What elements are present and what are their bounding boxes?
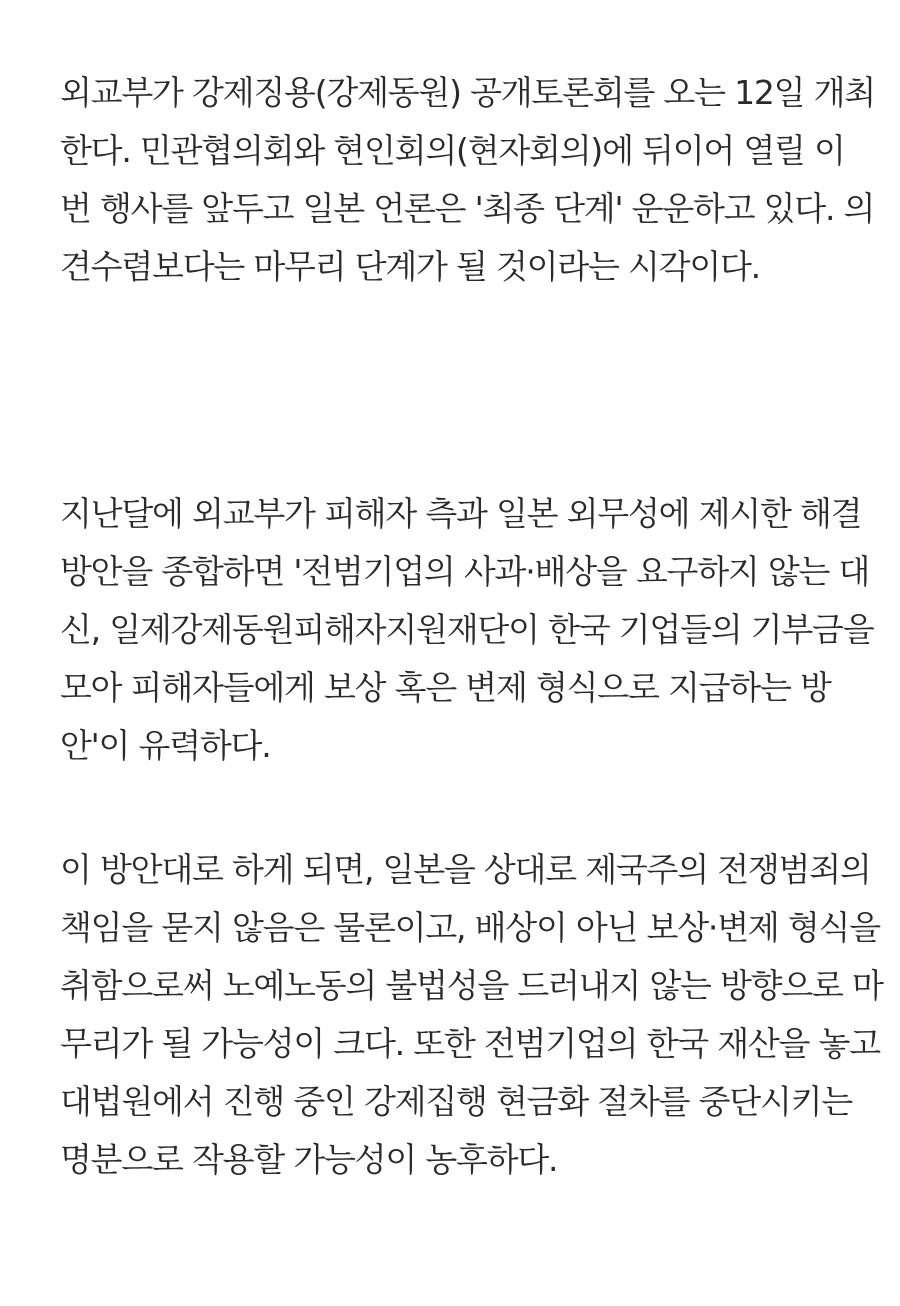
paragraph-line: 무리가 될 가능성이 크다. 또한 전범기업의 한국 재산을 놓고 [60, 1024, 880, 1063]
paragraph-line: 취함으로써 노예노동의 불법성을 드러내지 않는 방향으로 마 [60, 966, 883, 1005]
paragraph-line: 신, 일제강제동원피해자지원재단이 한국 기업들의 기부금을 [60, 610, 874, 649]
paragraph-line: 대법원에서 진행 중인 강제집행 현금화 절차를 중단시키는 [60, 1082, 853, 1121]
paragraph-line: 안'이 유력하다. [60, 726, 271, 765]
paragraph-line: 명분으로 작용할 가능성이 농후하다. [60, 1140, 558, 1179]
paragraph-line: 방안을 종합하면 '전범기업의 사과·배상을 요구하지 않는 대 [60, 552, 870, 591]
paragraph-line: 이 방안대로 하게 되면, 일본을 상대로 제국주의 전쟁범죄의 [60, 850, 871, 889]
paragraph-3 [60, 841, 900, 1189]
paragraph-line: 한다. 민관협의회와 현인회의(현자회의)에 뒤이어 열릴 이 [60, 131, 845, 170]
paragraph-line: 번 행사를 앞두고 일본 언론은 '최종 단계' 운운하고 있다. 의 [60, 189, 875, 228]
paragraph-line: 지난달에 외교부가 피해자 측과 일본 외무성에 제시한 해결 [60, 494, 862, 533]
paragraph-line: 외교부가 강제징용(강제동원) 공개토론회를 오는 12일 개최 [60, 73, 875, 112]
paragraph-line: 책임을 묻지 않음은 물론이고, 배상이 아닌 보상·변제 형식을 [60, 908, 880, 947]
paragraph-2 [60, 485, 900, 775]
paragraph-line: 모아 피해자들에게 보상 혹은 변제 형식으로 지급하는 방 [60, 668, 831, 707]
paragraph-1 [60, 64, 900, 296]
paragraph-line: 견수렴보다는 마무리 단계가 될 것이라는 시각이다. [60, 247, 760, 286]
